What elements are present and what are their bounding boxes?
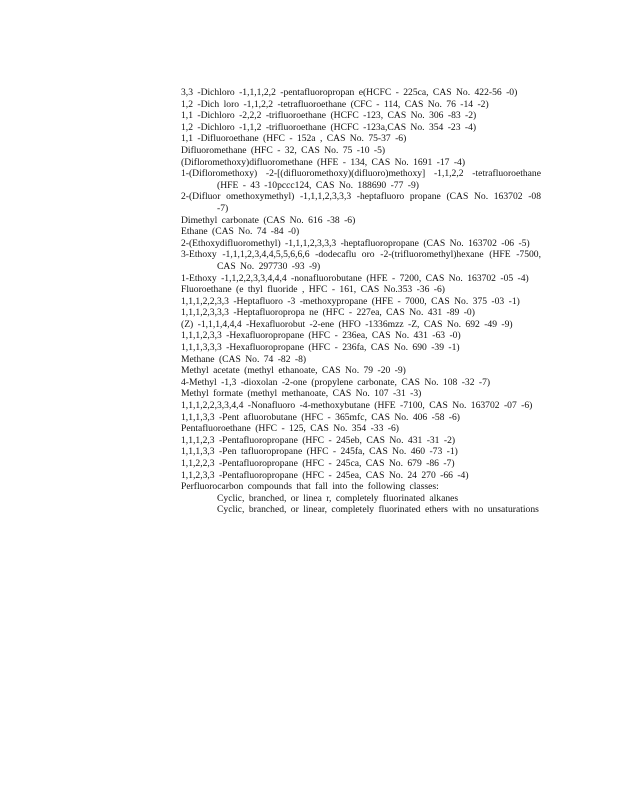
list-item: 1-(Difloromethoxy) -2-[(difluoromethoxy)(difluoro)methoxy] -1,1,2,2 -tetrafluoroethane (HFE - 43 -10pccc124, CAS No. 188690 -77 -9) <box>181 168 541 191</box>
list-item: 1,1,1,2,2,3,3,4,4 -Nonafluoro -4-methoxybutane (HFE -7100, CAS No. 163702 -07 -6) <box>181 400 533 412</box>
list-item: (Z) -1,1,1,4,4,4 -Hexafluorobut -2-ene (HFO -1336mzz -Z, CAS No. 692 -49 -9) <box>181 318 513 330</box>
list-item: 3-Ethoxy -1,1,1,2,3,4,4,5,5,6,6,6 -dodecaflu oro -2-(trifluoromethyl)hexane (HFE -7500, CAS No. 297730 -93 -9) <box>181 249 541 272</box>
list-item: 2-(Difluor omethoxymethyl) -1,1,1,2,3,3,3 -heptafluoro propane (CAS No. 163702 -08 -7) <box>181 191 541 214</box>
list-item: Methyl acetate (methyl ethanoate, CAS No. 79 -20 -9) <box>181 365 406 377</box>
list-item: Dimethyl carbonate (CAS No. 616 -38 -6) <box>181 214 356 226</box>
list-item: 1,1,1,2,2,3,3 -Heptafluoro -3 -methoxypropane (HFE - 7000, CAS No. 375 -03 -1) <box>181 295 520 307</box>
perfluorocarbon-classes <box>181 493 541 516</box>
list-item: 1,1,1,3,3 -Pent afluorobutane (HFC - 365mfc, CAS No. 406 -58 -6) <box>181 411 460 423</box>
list-item: 1,1,1,2,3,3 -Hexafluoropropane (HFC - 236ea, CAS No. 431 -63 -0) <box>181 330 461 342</box>
chemical-list <box>181 87 541 516</box>
list-item: 1,1 -Dichloro -2,2,2 -trifluoroethane (HCFC -123, CAS No. 306 -83 -2) <box>181 110 477 122</box>
list-item: Ethane (CAS No. 74 -84 -0) <box>181 226 300 238</box>
list-item: 1,2 -Dich loro -1,1,2,2 -tetrafluoroethane (CFC - 114, CAS No. 76 -14 -2) <box>181 98 489 110</box>
list-item-perfluorocarbon: Perfluorocarbon compounds that fall into the following classes: <box>181 481 439 493</box>
list-item: Methane (CAS No. 74 -82 -8) <box>181 353 307 365</box>
list-item: Fluoroethane (e thyl fluoride , HFC - 161, CAS No.353 -36 -6) <box>181 284 445 296</box>
list-item: Methyl formate (methyl methanoate, CAS No. 107 -31 -3) <box>181 388 422 400</box>
sub-list-item: Cyclic, branched, or linea r, completely fluorinated alkanes <box>217 492 459 504</box>
list-item: 1,1,2,3,3 -Pentafluoropropane (HFC - 245ea, CAS No. 24 270 -66 -4) <box>181 469 469 481</box>
list-item: 1,1,1,2,3 -Pentafluoropropane (HFC - 245eb, CAS No. 431 -31 -2) <box>181 434 456 446</box>
list-item: 4-Methyl -1,3 -dioxolan -2-one (propylene carbonate, CAS No. 108 -32 -7) <box>181 376 491 388</box>
list-item: 1,2 -Dichloro -1,1,2 -trifluoroethane (HCFC -123a,CAS No. 354 -23 -4) <box>181 121 477 133</box>
list-item: 1,1,1,3,3 -Pen tafluoropropane (HFC - 245fa, CAS No. 460 -73 -1) <box>181 446 458 458</box>
list-item: Pentafluoroethane (HFC - 125, CAS No. 354 -33 -6) <box>181 423 399 435</box>
list-item: 1,1,2,2,3 -Pentafluoropropane (HFC - 245ca, CAS No. 679 -86 -7) <box>181 458 455 469</box>
list-item: Difluoromethane (HFC - 32, CAS No. 75 -10 -5) <box>181 144 386 156</box>
list-item: (Difloromethoxy)difluoromethane (HFE - 134, CAS No. 1691 -17 -4) <box>181 156 466 168</box>
list-item: 1,1,1,3,3,3 -Hexafluoropropane (HFC - 236fa, CAS No. 690 -39 -1) <box>181 342 460 354</box>
list-item: 1-Ethoxy -1,1,2,2,3,3,4,4,4 -nonafluorobutane (HFE - 7200, CAS No. 163702 -05 -4) <box>181 272 529 284</box>
sub-list-item: Cyclic, branched, or linear, completely fluorinated ethers with no unsaturations <box>217 504 539 516</box>
list-item: 2-(Ethoxydifluoromethyl) -1,1,1,2,3,3,3 -heptafluoropropane (CAS No. 163702 -06 -5) <box>181 237 530 249</box>
list-item: 3,3 -Dichloro -1,1,1,2,2 -pentafluoropropan e(HCFC - 225ca, CAS No. 422-56 -0) <box>181 87 518 98</box>
list-item: 1,1 -Difluoroethane (HFC - 152a , CAS No. 75-37 -6) <box>181 133 407 145</box>
list-item: 1,1,1,2,3,3,3 -Heptafluoropropa ne (HFC - 227ea, CAS No. 431 -89 -0) <box>181 307 475 319</box>
